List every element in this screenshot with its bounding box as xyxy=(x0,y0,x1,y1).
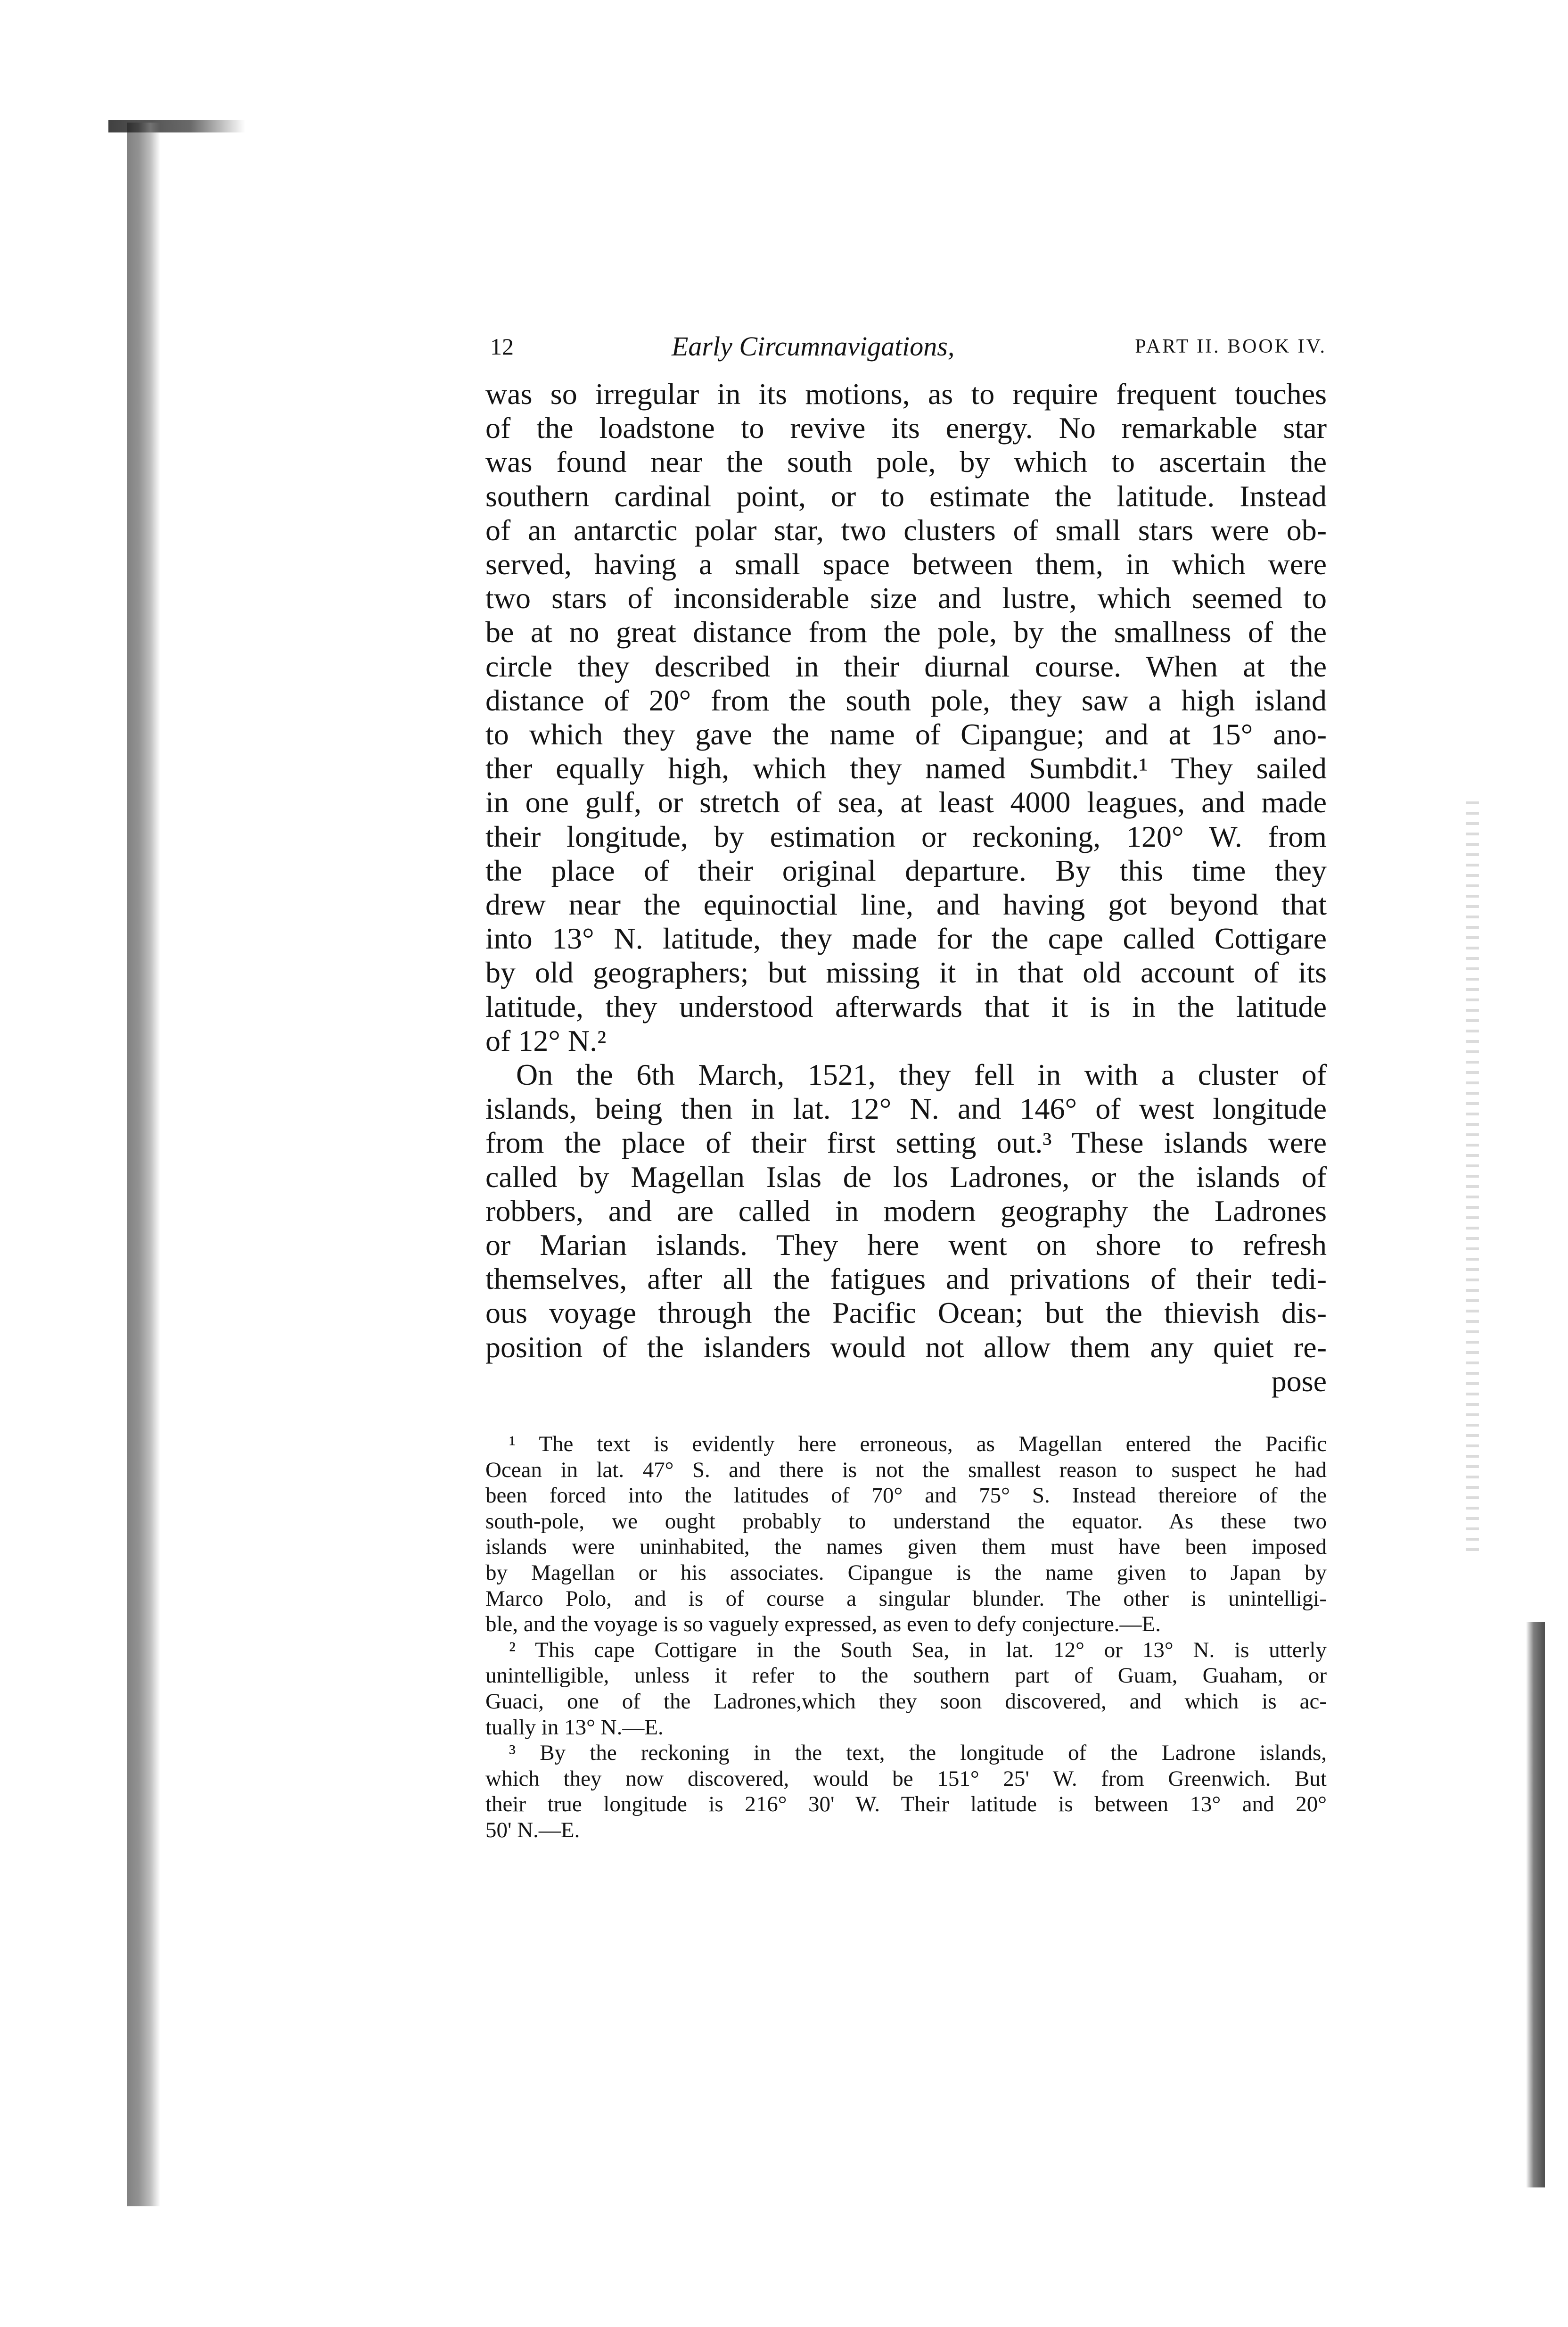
body-line: southern cardinal point, or to estimate the latitude. Instead xyxy=(485,479,1327,513)
footnote-line: tually in 13° N.—E. xyxy=(485,1715,664,1740)
body-line: from the place of their first setting out.³ These islands were xyxy=(485,1126,1327,1160)
body-line: served, having a small space between them, in which were xyxy=(485,547,1327,581)
running-header xyxy=(485,325,1327,368)
running-part-label: PART II. BOOK IV. xyxy=(1135,336,1327,357)
body-line: to which they gave the name of Cipangue; and at 15° ano- xyxy=(485,718,1327,751)
body-line: in one gulf, or stretch of sea, at least 4000 leagues, and made xyxy=(485,785,1327,819)
body-line: robbers, and are called in modern geography the Ladrones xyxy=(485,1194,1327,1228)
body-line: ous voyage through the Pacific Ocean; but the thievish dis- xyxy=(485,1296,1327,1330)
scan-shadow-left-edge xyxy=(127,123,160,2206)
body-line: the place of their original departure. By this time they xyxy=(485,853,1327,887)
footnote-line: ble, and the voyage is so vaguely expressed, as even to defy conjecture.—E. xyxy=(485,1612,1161,1637)
footnote-line: Ocean in lat. 47° S. and there is not the smallest reason to suspect he had xyxy=(485,1457,1327,1482)
footnote-line: their true longitude is 216° 30' W. Their latitude is between 13° and 20° xyxy=(485,1792,1327,1817)
footnote-line: ³ By the reckoning in the text, the longitude of the Ladrone islands, xyxy=(509,1741,1327,1766)
body-line: be at no great distance from the pole, by the smallness of the xyxy=(485,615,1327,649)
body-line: was found near the south pole, by which to ascertain the xyxy=(485,445,1327,479)
body-line: of an antarctic polar star, two clusters of small stars were ob- xyxy=(485,513,1327,547)
page-number: 12 xyxy=(490,333,514,360)
body-line: two stars of inconsiderable size and lustre, which seemed to xyxy=(485,581,1327,615)
footnote-line: islands were uninhabited, the names given them must have been imposed xyxy=(485,1535,1327,1560)
footnote-line: unintelligible, unless it refer to the southern part of Guam, Guaham, or xyxy=(485,1663,1327,1688)
body-line: drew near the equinoctial line, and having got beyond that xyxy=(485,888,1327,922)
body-line: was so irregular in its motions, as to require frequent touches xyxy=(485,377,1327,411)
footnote-line: ¹ The text is evidently here erroneous, as Magellan entered the Pacific xyxy=(509,1432,1327,1457)
body-line: circle they described in their diurnal course. When at the xyxy=(485,649,1327,683)
body-text xyxy=(485,377,1327,1398)
footnotes xyxy=(485,1431,1327,1843)
scan-noise-right xyxy=(1466,801,1479,1556)
footnote-line: ² This cape Cottigare in the South Sea, in lat. 12° or 13° N. is utterly xyxy=(509,1637,1327,1662)
footnote-line: by Magellan or his associates. Cipangue is the name given to Japan by xyxy=(485,1560,1327,1585)
body-line: distance of 20° from the south pole, they saw a high island xyxy=(485,683,1327,717)
body-line: or Marian islands. They here went on shore to refresh xyxy=(485,1228,1327,1262)
catchword: pose xyxy=(1271,1364,1327,1398)
body-line: their longitude, by estimation or reckoning, 120° W. from xyxy=(485,819,1327,853)
footnote-line: south-pole, we ought probably to understand the equator. As these two xyxy=(485,1509,1327,1534)
footnote-line: Marco Polo, and is of course a singular blunder. The other is unintelligi- xyxy=(485,1586,1327,1611)
footnote-line: 50' N.—E. xyxy=(485,1818,580,1842)
body-line: themselves, after all the fatigues and privations of their tedi- xyxy=(485,1262,1327,1296)
body-line: ther equally high, which they named Sumbdit.¹ They sailed xyxy=(485,751,1327,785)
running-title: Early Circumnavigations, xyxy=(672,331,955,362)
scan-shadow-right-edge xyxy=(1526,1622,1545,2187)
footnote-line: Guaci, one of the Ladrones,which they soon discovered, and which is ac- xyxy=(485,1689,1327,1714)
footnote-line: been forced into the latitudes of 70° and 75° S. Instead thereiore of the xyxy=(485,1483,1327,1508)
body-line: On the 6th March, 1521, they fell in with a cluster of xyxy=(516,1058,1327,1092)
body-line: into 13° N. latitude, they made for the cape called Cottigare xyxy=(485,922,1327,956)
body-line: latitude, they understood afterwards that it is in the latitude xyxy=(485,990,1327,1023)
body-line: position of the islanders would not allow them any quiet re- xyxy=(485,1330,1327,1364)
body-line: of 12° N.² xyxy=(485,1023,607,1057)
book-page xyxy=(485,325,1327,1843)
body-line: called by Magellan Islas de los Ladrones, or the islands of xyxy=(485,1160,1327,1194)
body-line: by old geographers; but missing it in that old account of its xyxy=(485,956,1327,990)
footnote-line: which they now discovered, would be 151° 25' W. from Greenwich. But xyxy=(485,1766,1327,1791)
body-line: islands, being then in lat. 12° N. and 146° of west longitude xyxy=(485,1092,1327,1126)
body-line: of the loadstone to revive its energy. No remarkable star xyxy=(485,411,1327,445)
